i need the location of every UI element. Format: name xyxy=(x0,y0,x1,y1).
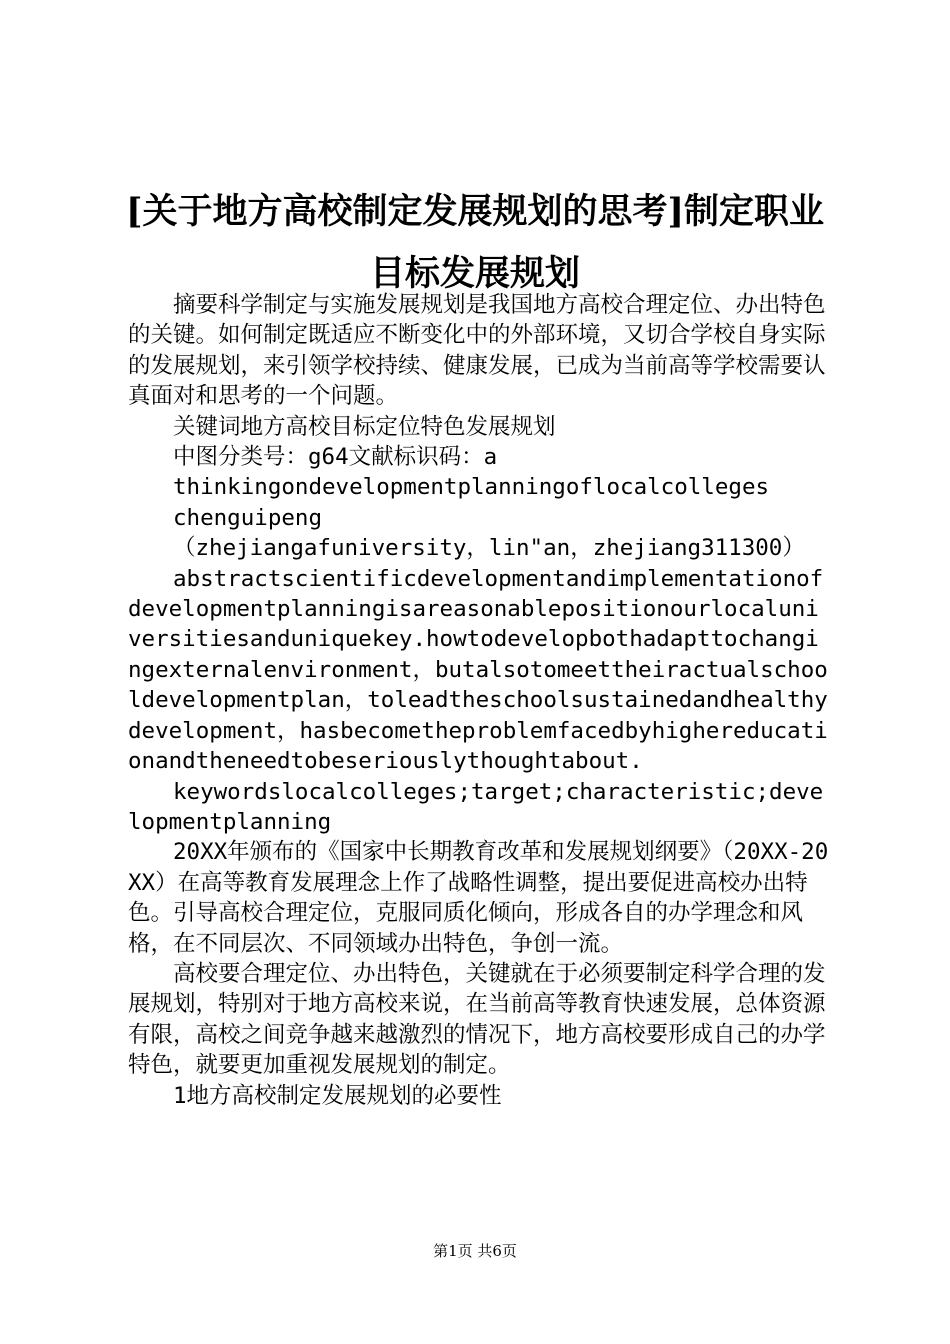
document-title-line-2: 目标发展规划 xyxy=(369,253,580,294)
keywords-line: 关键词地方高校目标定位特色发展规划 xyxy=(173,413,556,440)
author-affiliation: （zhejiangafuniversity，lin"an，zhejiang311300） xyxy=(173,535,805,562)
english-keywords-paragraph: keywordslocalcolleges;target;characteristic;developmentplanning xyxy=(128,778,824,835)
english-title: thinkingondevelopmentplanningoflocalcolleges xyxy=(173,474,770,501)
classification-line: 中图分类号：g64文献标识码：a xyxy=(173,444,498,471)
document-body xyxy=(128,290,832,1111)
author-name: chenguipeng xyxy=(173,504,323,531)
document-title-line-1: [关于地方高校制定发展规划的思考]制定职业 xyxy=(125,191,825,232)
english-abstract-paragraph: abstractscientificdevelopmentandimplementationofdevelopmentplanningisareasonablepositionourlocaluniversitiesanduniquekey.howtodevelopbothadapttochangingexternalenvironment，butalsotomeettheiractualschooldevelopmentplan，toleadtheschoolsustainedandhealthydevelopment，hasbecometheproblemfacedbyhighereducationandtheneedtobeseriouslythoughtabout. xyxy=(128,565,828,775)
body-paragraph-2: 高校要合理定位、办出特色，关键就在于必须要制定科学合理的发展规划，特别对于地方高校来说，在当前高等教育快速发展，总体资源有限，高校之间竞争越来越激烈的情况下，地方高校要形成自己的办学特色，就要更加重视发展规划的制定。 xyxy=(128,960,826,1079)
body-paragraph-1: 20XX年颁布的《国家中长期教育改革和发展规划纲要》（20XX-20XX）在高等教育发展理念上作了战略性调整，提出要促进高校办出特色。引导高校合理定位，克服同质化倾向，形成各自的办学理念和风格，在不同层次、不同领域办出特色，争创一流。 xyxy=(128,839,829,957)
section-heading: 1地方高校制定发展规划的必要性 xyxy=(173,1082,502,1109)
page-number-footer: 第1页 共6页 xyxy=(433,1242,517,1260)
abstract-paragraph: 摘要科学制定与实施发展规划是我国地方高校合理定位、办出特色的关键。如何制定既适应不断变化中的外部环境，又切合学校自身实际的发展规划，来引领学校持续、健康发展，已成为当前高等学校需要认真面对和思考的一个问题。 xyxy=(128,292,826,410)
